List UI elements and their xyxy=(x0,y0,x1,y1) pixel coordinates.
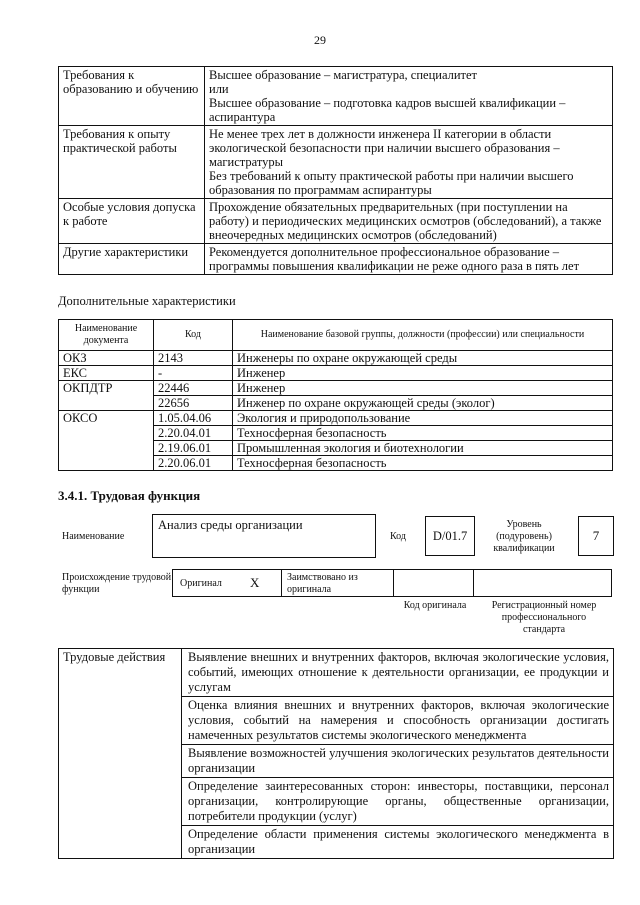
code-label: Код xyxy=(390,531,406,542)
additional-table xyxy=(58,319,613,471)
code-cell: 2.20.06.01 xyxy=(154,456,233,471)
name-cell: Инженер по охране окружающей среды (эколог) xyxy=(233,396,613,411)
labor-actions-table xyxy=(58,648,614,859)
name-cell: Промышленная экология и биотехнологии xyxy=(233,441,613,456)
original-cell xyxy=(173,570,282,596)
labor-actions-label: Трудовые действия xyxy=(59,649,182,859)
requirement-label: Другие характеристики xyxy=(59,244,205,275)
table-row xyxy=(59,126,613,199)
column-header: Наименование базовой группы, должности (профессии) или специальности xyxy=(233,320,613,351)
column-header: Код xyxy=(154,320,233,351)
name-cell: Экология и природопользование xyxy=(233,411,613,426)
table-row xyxy=(59,351,613,366)
requirement-label: Особые условия допуска к работе xyxy=(59,199,205,244)
level-label: Уровень (подуровень) квалификации xyxy=(493,519,555,554)
doc-cell: ОКСО xyxy=(59,411,154,471)
table-header-row xyxy=(59,320,613,351)
origin-grid xyxy=(172,569,612,597)
level-value: 7 xyxy=(592,528,600,543)
labor-action: Оценка влияния внешних и внутренних факторов, включая экологические условия, событий на намерения и способность организации достигать намеченных результатов системы экологического менеджмента xyxy=(182,697,614,745)
table-row xyxy=(59,244,613,275)
table-row xyxy=(59,649,614,697)
name-cell: Техносферная безопасность xyxy=(233,456,613,471)
name-cell: Техносферная безопасность xyxy=(233,426,613,441)
level-box xyxy=(578,516,614,556)
name-cell: Инженеры по охране окружающей среды xyxy=(233,351,613,366)
code-cell: 2.19.06.01 xyxy=(154,441,233,456)
labor-action: Определение области применения системы экологического менеджмента в организации xyxy=(182,826,614,859)
page-number: 29 xyxy=(314,33,326,47)
code-cell: 1.05.04.06 xyxy=(154,411,233,426)
original-label: Оригинал xyxy=(180,578,222,589)
table-row xyxy=(59,381,613,396)
column-header: Наименование документа xyxy=(59,320,154,351)
table-row xyxy=(59,411,613,426)
code-original-cell xyxy=(394,570,474,596)
labor-action: Определение заинтересованных сторон: инвесторы, поставщики, персонал организации, контролирующие органы, общественные организации, потребители продукции (услуг) xyxy=(182,778,614,826)
code-cell: 22446 xyxy=(154,381,233,396)
function-name-box xyxy=(152,514,376,558)
labor-action: Выявление возможностей улучшения экологических результатов деятельности организации xyxy=(182,745,614,778)
additional-heading: Дополнительные характеристики xyxy=(58,294,236,308)
borrowed-label: Заимствовано из оригинала xyxy=(287,572,358,595)
doc-cell: ОКЗ xyxy=(59,351,154,366)
requirement-value: Не менее трех лет в должности инженера II категории в области экологической безопасности при наличии высшего образования – магистратуры Без требований к опыту практической работы при наличии высшего образования по программам аспирантуры xyxy=(205,126,613,199)
table-row xyxy=(59,67,613,126)
doc-cell: ЕКС xyxy=(59,366,154,381)
function-name: Анализ среды организации xyxy=(158,518,303,532)
table-row xyxy=(59,199,613,244)
reg-number-cell xyxy=(474,570,611,596)
name-cell: Инженер xyxy=(233,381,613,396)
name-cell: Инженер xyxy=(233,366,613,381)
code-value: D/01.7 xyxy=(432,528,468,543)
requirement-value: Высшее образование – магистратура, специалитет или Высшее образование – подготовка кадров высшей квалификации – аспирантура xyxy=(205,67,613,126)
requirement-value: Рекомендуется дополнительное профессиональное образование – программы повышения квалификации не реже одного раза в пять лет xyxy=(205,244,613,275)
requirements-table xyxy=(58,66,613,275)
origin-label: Происхождение трудовой функции xyxy=(62,572,172,595)
code-box xyxy=(425,516,475,556)
code-cell: - xyxy=(154,366,233,381)
code-cell: 2143 xyxy=(154,351,233,366)
doc-cell: ОКПДТР xyxy=(59,381,154,411)
code-cell: 22656 xyxy=(154,396,233,411)
name-label: Наименование xyxy=(62,531,125,542)
table-row xyxy=(59,366,613,381)
requirement-value: Прохождение обязательных предварительных (при поступлении на работу) и периодических медицинских осмотров (обследований), а также внеочередных медицинских осмотров (обследований) xyxy=(205,199,613,244)
requirement-label: Требования к опыту практической работы xyxy=(59,126,205,199)
section-heading: 3.4.1. Трудовая функция xyxy=(58,488,201,503)
original-mark: X xyxy=(250,575,260,590)
borrowed-cell xyxy=(282,570,394,596)
code-original-label: Код оригинала xyxy=(403,600,467,611)
labor-action: Выявление внешних и внутренних факторов, включая экологические условия, событий, имеющих отношение к деятельности организации, ее продукции и услугам xyxy=(182,649,614,697)
reg-number-label: Регистрационный номер профессионального стандарта xyxy=(491,600,597,635)
requirement-label: Требования к образованию и обучению xyxy=(59,67,205,126)
code-cell: 2.20.04.01 xyxy=(154,426,233,441)
